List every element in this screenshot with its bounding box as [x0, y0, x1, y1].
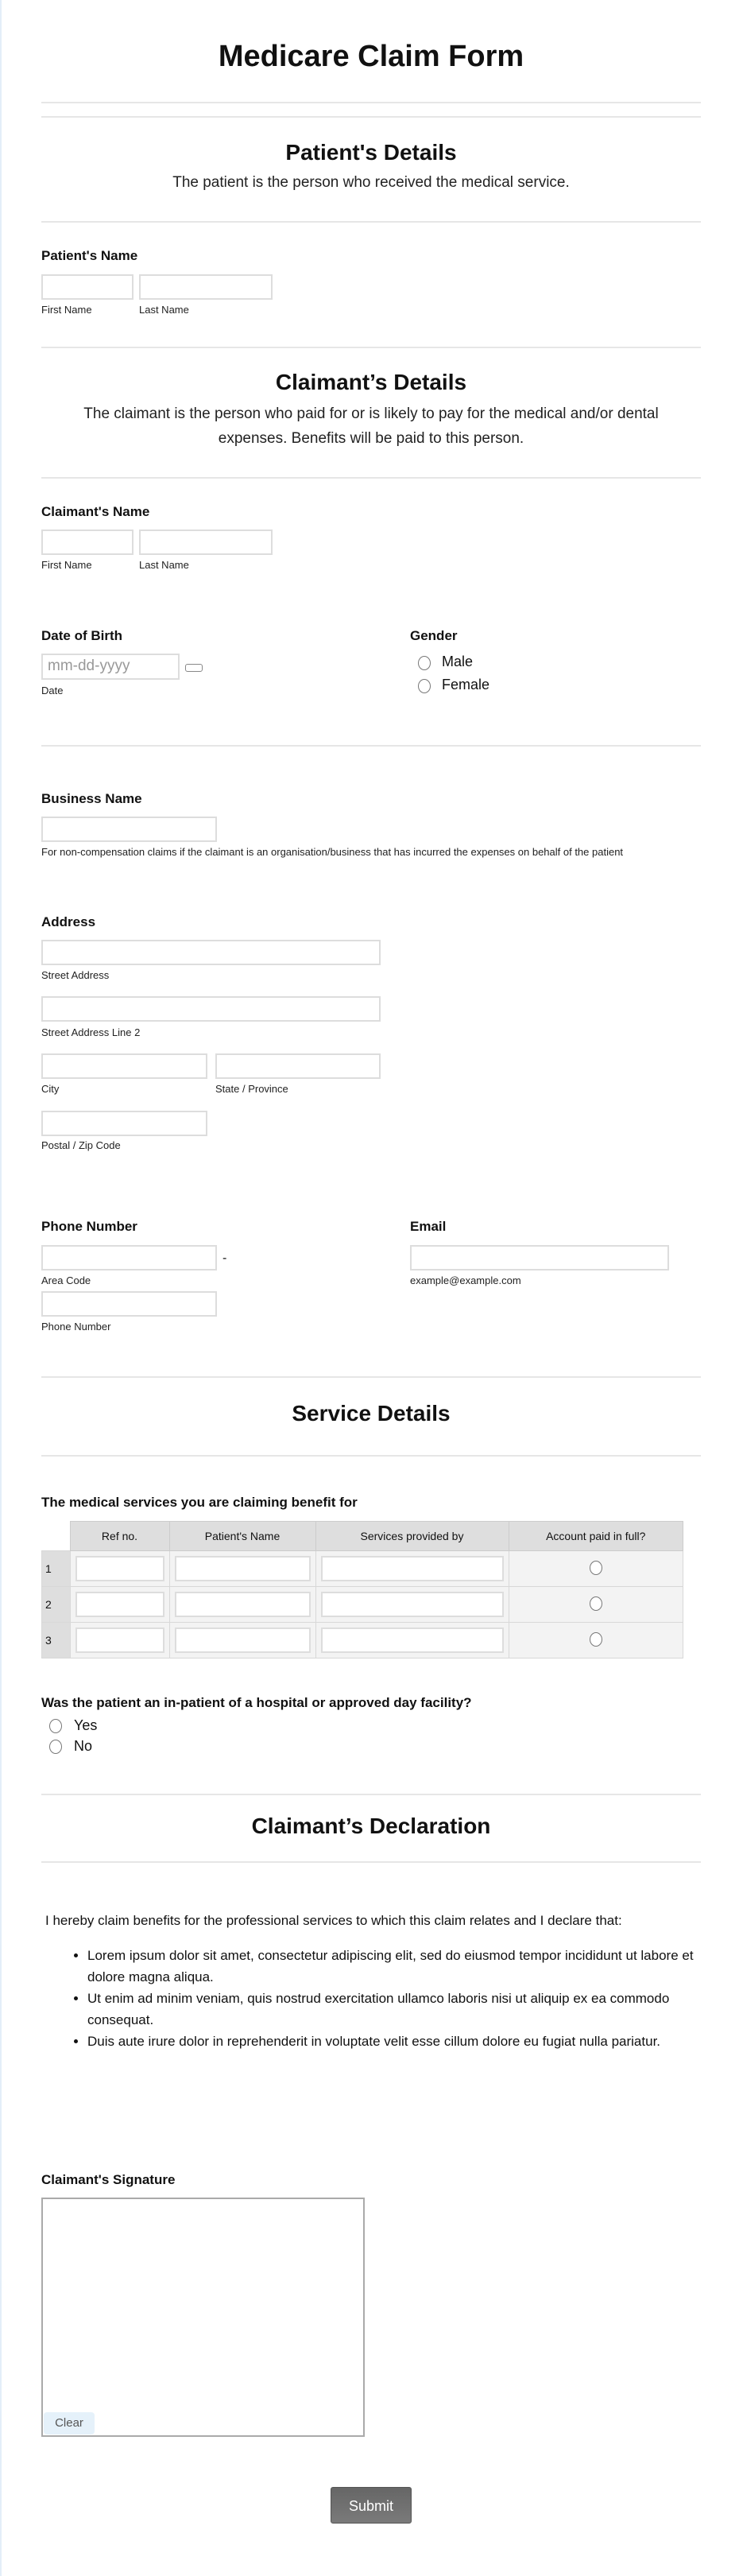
row-number: 1 [42, 1551, 71, 1587]
phone-number-input[interactable] [41, 1291, 217, 1317]
gender-female-label: Female [442, 677, 490, 692]
dob-label: Date of Birth [41, 628, 122, 643]
divider [41, 116, 701, 118]
claimant-first-name-input[interactable] [41, 530, 133, 555]
phone-number-sublabel: Phone Number [41, 1321, 111, 1333]
column-header: Patient's Name [169, 1522, 315, 1551]
last-name-sublabel: Last Name [139, 304, 189, 316]
table-header-row [42, 1522, 683, 1551]
declaration-item: • Duis aute irure dolor in reprehenderit in voluptate velit esse cillum dolore eu fugiat nulla pariatur. [87, 2031, 701, 2052]
state-sublabel: State / Province [215, 1083, 288, 1095]
area-code-sublabel: Area Code [41, 1274, 91, 1286]
signature-label: Claimant's Signature [41, 2172, 176, 2187]
patient-last-name-input[interactable] [139, 274, 273, 300]
first-name-sublabel: First Name [41, 559, 92, 571]
column-header: Account paid in full? [509, 1522, 683, 1551]
claimant-last-name-input[interactable] [139, 530, 273, 555]
address-label: Address [41, 914, 96, 929]
declaration-list [87, 1945, 701, 2052]
city-sublabel: City [41, 1083, 60, 1095]
ref-no-input[interactable] [75, 1556, 164, 1581]
patient-first-name-input[interactable] [41, 274, 133, 300]
services-provided-input[interactable] [321, 1592, 504, 1617]
services-provided-input[interactable] [321, 1556, 504, 1581]
gender-label: Gender [410, 628, 458, 643]
street-address-2-input[interactable] [41, 996, 381, 1022]
table-row [42, 1623, 683, 1658]
area-code-input[interactable] [41, 1245, 217, 1271]
divider [41, 1376, 701, 1378]
signature-pad[interactable] [41, 2198, 365, 2437]
inpatient-yes-label: Yes [74, 1717, 98, 1733]
divider [41, 1861, 701, 1863]
table-row [42, 1587, 683, 1623]
inpatient-no-label: No [74, 1738, 93, 1754]
divider [41, 221, 701, 223]
gender-female-radio[interactable] [418, 679, 431, 693]
declaration-item: • Lorem ipsum dolor sit amet, consectetur adipiscing elit, sed do eiusmod tempor incididunt ut labore et dolore magna aliqua. [87, 1945, 701, 1988]
first-name-sublabel: First Name [41, 304, 92, 316]
divider [41, 477, 701, 479]
column-header: Ref no. [70, 1522, 169, 1551]
street-address-2-sublabel: Street Address Line 2 [41, 1026, 141, 1038]
form-title: Medicare Claim Form [218, 40, 524, 73]
business-name-label: Business Name [41, 791, 142, 806]
services-table [41, 1521, 683, 1658]
state-input[interactable] [215, 1053, 381, 1079]
email-sublabel: example@example.com [410, 1274, 521, 1286]
business-name-help: For non-compensation claims if the claimant is an organisation/business that has incurred the expenses on behalf of the patient [41, 846, 624, 858]
submit-button[interactable]: Submit [331, 2487, 412, 2524]
city-input[interactable] [41, 1053, 207, 1079]
street-address-sublabel: Street Address [41, 969, 110, 981]
phone-label: Phone Number [41, 1219, 137, 1234]
gender-male-label: Male [442, 654, 474, 669]
inpatient-yes-radio[interactable] [49, 1719, 62, 1733]
clear-signature-button[interactable]: Clear [44, 2412, 95, 2434]
row-number: 2 [42, 1587, 71, 1623]
service-section-heading: Service Details [292, 1401, 451, 1426]
row-number: 3 [42, 1623, 71, 1658]
patient-name-input[interactable] [175, 1556, 311, 1581]
services-provided-input[interactable] [321, 1627, 504, 1653]
paid-in-full-radio[interactable] [590, 1596, 602, 1611]
postal-code-input[interactable] [41, 1111, 207, 1136]
declaration-item: • Ut enim ad minim veniam, quis nostrud exercitation ullamco laboris nisi ut aliquip ex ea commodo consequat. [87, 1988, 701, 2031]
paid-in-full-radio[interactable] [590, 1632, 602, 1647]
business-name-input[interactable] [41, 817, 217, 842]
date-sublabel: Date [41, 685, 64, 696]
divider [41, 745, 701, 747]
services-table-label: The medical services you are claiming benefit for [41, 1495, 358, 1510]
dob-input[interactable]: mm-dd-yyyy [41, 654, 180, 680]
paid-in-full-radio[interactable] [590, 1561, 602, 1575]
patient-name-input[interactable] [175, 1627, 311, 1653]
inpatient-question: Was the patient an in-patient of a hospital or approved day facility? [41, 1695, 472, 1710]
divider [41, 1794, 701, 1795]
declaration-heading: Claimant’s Declaration [251, 1814, 491, 1838]
claimant-name-label: Claimant's Name [41, 504, 150, 519]
postal-code-sublabel: Postal / Zip Code [41, 1139, 121, 1151]
patient-name-input[interactable] [175, 1592, 311, 1617]
calendar-icon[interactable] [185, 664, 203, 672]
email-label: Email [410, 1219, 447, 1234]
divider [41, 347, 701, 348]
column-header: Services provided by [315, 1522, 509, 1551]
claimant-section-description: The claimant is the person who paid for or is likely to pay for the medical and/or dental expenses. Benefits will be paid to this person. [83, 405, 659, 447]
patient-section-heading: Patient's Details [285, 140, 457, 165]
ref-no-input[interactable] [75, 1592, 164, 1617]
gender-male-radio[interactable] [418, 656, 431, 670]
email-input[interactable] [410, 1245, 669, 1271]
declaration-intro: I hereby claim benefits for the professional services to which this claim relates and I declare that: [45, 1913, 622, 1928]
table-row [42, 1551, 683, 1587]
claimant-section-heading: Claimant’s Details [275, 370, 467, 394]
patient-name-label: Patient's Name [41, 248, 138, 263]
inpatient-no-radio[interactable] [49, 1740, 62, 1754]
patient-section-description: The patient is the person who received the medical service. [172, 174, 570, 191]
ref-no-input[interactable] [75, 1627, 164, 1653]
street-address-input[interactable] [41, 940, 381, 965]
divider [41, 1455, 701, 1457]
phone-dash: - [222, 1251, 227, 1265]
divider [41, 102, 701, 103]
last-name-sublabel: Last Name [139, 559, 189, 571]
